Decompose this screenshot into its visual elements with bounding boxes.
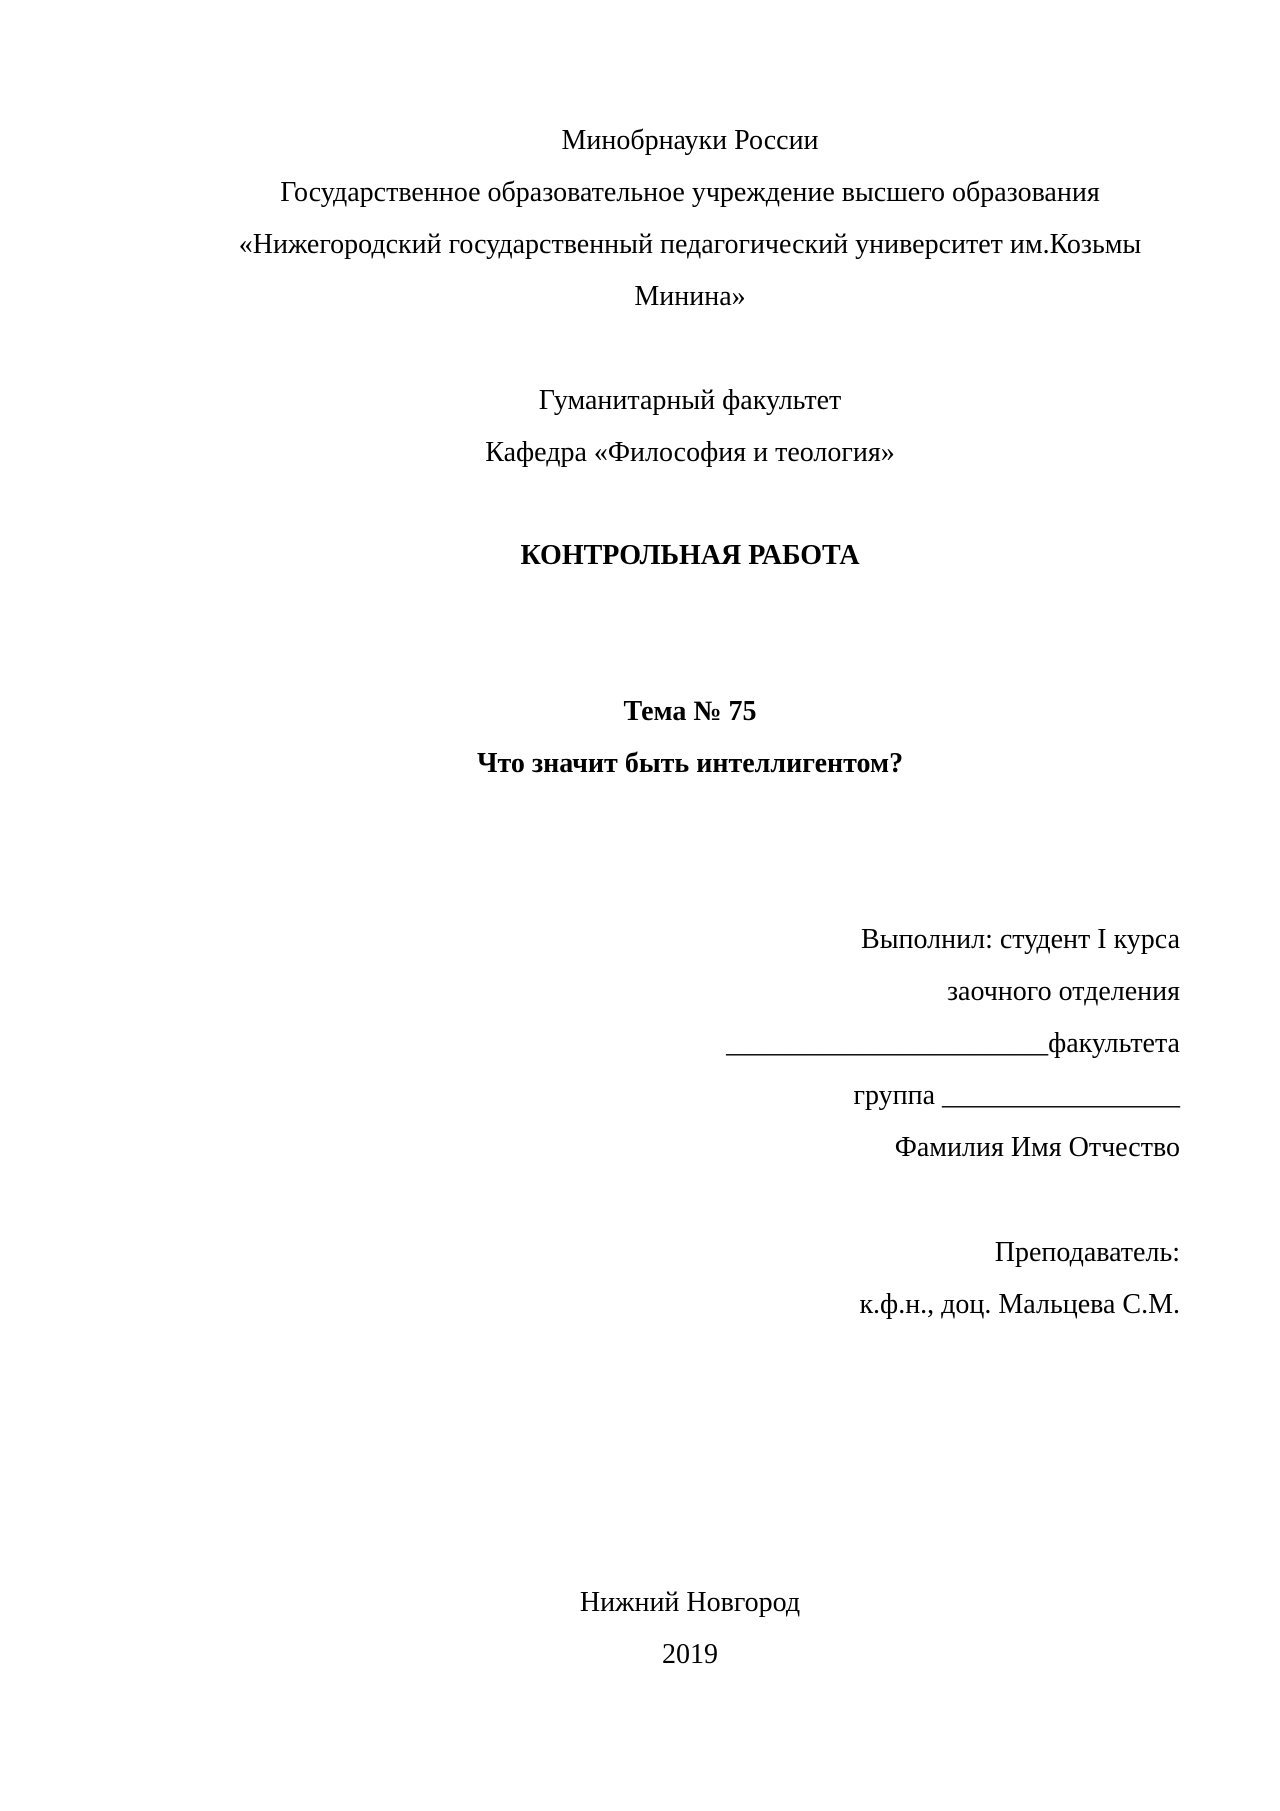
- ministry-line: Минобрнауки России: [561, 125, 819, 156]
- institution-type-line: Государственное образовательное учреждение высшего образования: [280, 177, 1100, 208]
- teacher-label: Преподаватель:: [994, 1237, 1180, 1268]
- university-name-line-1: «Нижегородский государственный педагогический университет им.Козьмы: [238, 229, 1142, 260]
- group-blank-line: группа _________________: [853, 1080, 1180, 1111]
- teacher-name: к.ф.н., доц. Мальцева С.М.: [859, 1289, 1180, 1320]
- department-line: Кафедра «Философия и теология»: [485, 437, 895, 468]
- topic-number: Тема № 75: [623, 696, 757, 727]
- topic-title: Что значит быть интеллигентом?: [476, 748, 904, 779]
- faculty-blank-line: _______________________факультета: [726, 1028, 1180, 1059]
- department-form-line: заочного отделения: [946, 976, 1180, 1007]
- work-type-heading: КОНТРОЛЬНАЯ РАБОТА: [520, 540, 860, 571]
- university-name-line-2: Минина»: [634, 281, 746, 312]
- city-line: Нижний Новгород: [579, 1587, 801, 1618]
- performed-by-line: Выполнил: студент I курса: [861, 924, 1180, 955]
- faculty-line: Гуманитарный факультет: [538, 385, 842, 416]
- year-line: 2019: [662, 1639, 718, 1670]
- student-name-line: Фамилия Имя Отчество: [894, 1132, 1180, 1163]
